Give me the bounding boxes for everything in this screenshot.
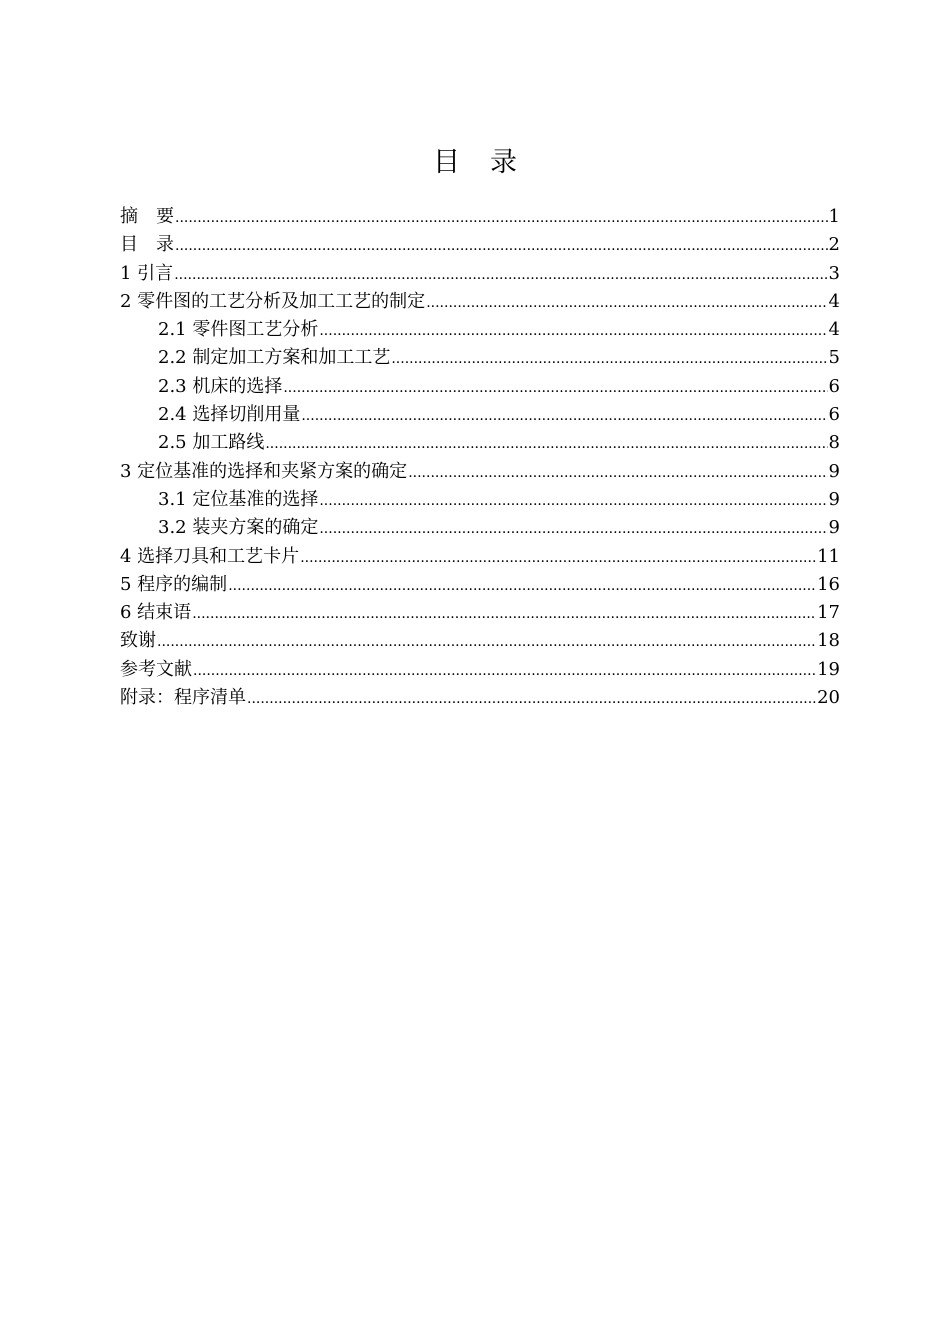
toc-entry-label: 2.2 制定加工方案和加工工艺 bbox=[158, 347, 391, 369]
toc-subentry[interactable] bbox=[120, 429, 840, 457]
toc-entry-label: 3.1 定位基准的选择 bbox=[158, 488, 319, 510]
toc-leader-dots bbox=[247, 685, 816, 712]
toc-entry-label: 3 定位基准的选择和夹紧方案的确定 bbox=[120, 460, 408, 482]
page-title bbox=[0, 143, 950, 183]
toc-entry-page: 17 bbox=[817, 602, 840, 624]
toc-entry-page: 9 bbox=[828, 488, 840, 510]
toc-leader-dots bbox=[426, 289, 827, 316]
toc-entry-page: 5 bbox=[828, 347, 840, 369]
toc-entry-page: 20 bbox=[817, 687, 840, 709]
toc-entry[interactable] bbox=[120, 458, 840, 486]
toc-entry-page: 2 bbox=[828, 234, 840, 256]
toc-entry-page: 8 bbox=[828, 432, 840, 454]
table-of-contents bbox=[120, 203, 840, 712]
toc-entry-label: 附录：程序清单 bbox=[120, 687, 246, 709]
toc-entry-page: 11 bbox=[817, 545, 840, 567]
toc-subentry[interactable] bbox=[120, 316, 840, 344]
toc-entry[interactable] bbox=[120, 260, 840, 288]
toc-entry[interactable] bbox=[120, 571, 840, 599]
toc-entry-label: 4 选择刀具和工艺卡片 bbox=[120, 545, 300, 567]
toc-entry-page: 19 bbox=[817, 658, 840, 680]
toc-leader-dots bbox=[283, 374, 827, 401]
toc-entry-label: 摘 要 bbox=[120, 206, 174, 227]
toc-leader-dots bbox=[300, 544, 816, 571]
toc-entry-label: 5 程序的编制 bbox=[120, 573, 228, 595]
toc-entry-page: 9 bbox=[828, 517, 840, 539]
toc-entry[interactable] bbox=[120, 599, 840, 627]
toc-subentry[interactable] bbox=[120, 486, 840, 514]
toc-leader-dots bbox=[408, 459, 827, 486]
toc-leader-dots bbox=[301, 402, 827, 429]
toc-entry-page: 3 bbox=[828, 262, 840, 284]
toc-subentry[interactable] bbox=[120, 514, 840, 542]
toc-entry-label: 2.5 加工路线 bbox=[158, 432, 265, 454]
toc-entry-page: 4 bbox=[828, 319, 840, 341]
toc-leader-dots bbox=[175, 232, 828, 259]
toc-entry[interactable] bbox=[120, 203, 840, 231]
title-char-2: 录 bbox=[490, 147, 517, 178]
toc-leader-dots bbox=[391, 345, 827, 372]
toc-entry-label: 3.2 装夹方案的确定 bbox=[158, 517, 319, 539]
toc-entry-label: 2 零件图的工艺分析及加工工艺的制定 bbox=[120, 290, 426, 312]
toc-entry[interactable] bbox=[120, 231, 840, 259]
toc-entry-label: 1 引言 bbox=[120, 262, 174, 284]
toc-leader-dots bbox=[319, 317, 827, 344]
toc-entry[interactable] bbox=[120, 656, 840, 684]
toc-leader-dots bbox=[157, 628, 816, 655]
toc-leader-dots bbox=[192, 600, 816, 627]
title-char-1: 目 bbox=[433, 147, 460, 178]
toc-leader-dots bbox=[193, 657, 816, 684]
toc-leader-dots bbox=[319, 487, 827, 514]
toc-entry-label: 致谢 bbox=[120, 630, 156, 652]
toc-entry-label: 2.1 零件图工艺分析 bbox=[158, 319, 319, 341]
toc-subentry[interactable] bbox=[120, 401, 840, 429]
toc-entry-label: 目 录 bbox=[120, 234, 174, 256]
toc-entry[interactable] bbox=[120, 543, 840, 571]
toc-entry[interactable] bbox=[120, 627, 840, 655]
toc-entry-page: 6 bbox=[828, 375, 840, 397]
toc-subentry[interactable] bbox=[120, 373, 840, 401]
toc-leader-dots bbox=[174, 261, 827, 288]
toc-entry-label: 2.3 机床的选择 bbox=[158, 375, 283, 397]
toc-entry-label: 6 结束语 bbox=[120, 602, 192, 624]
toc-subentry[interactable] bbox=[120, 344, 840, 372]
toc-leader-dots bbox=[265, 430, 827, 457]
toc-leader-dots bbox=[228, 572, 816, 599]
toc-leader-dots bbox=[319, 515, 827, 542]
toc-entry-page: 18 bbox=[817, 630, 840, 652]
toc-entry-page: 1 bbox=[828, 206, 840, 227]
toc-entry-page: 6 bbox=[828, 404, 840, 426]
toc-entry[interactable] bbox=[120, 288, 840, 316]
toc-entry[interactable] bbox=[120, 684, 840, 712]
toc-entry-page: 4 bbox=[828, 290, 840, 312]
toc-entry-label: 2.4 选择切削用量 bbox=[158, 404, 301, 426]
toc-entry-page: 9 bbox=[828, 460, 840, 482]
toc-entry-page: 16 bbox=[817, 573, 840, 595]
toc-leader-dots bbox=[175, 204, 828, 231]
toc-entry-label: 参考文献 bbox=[120, 658, 192, 680]
